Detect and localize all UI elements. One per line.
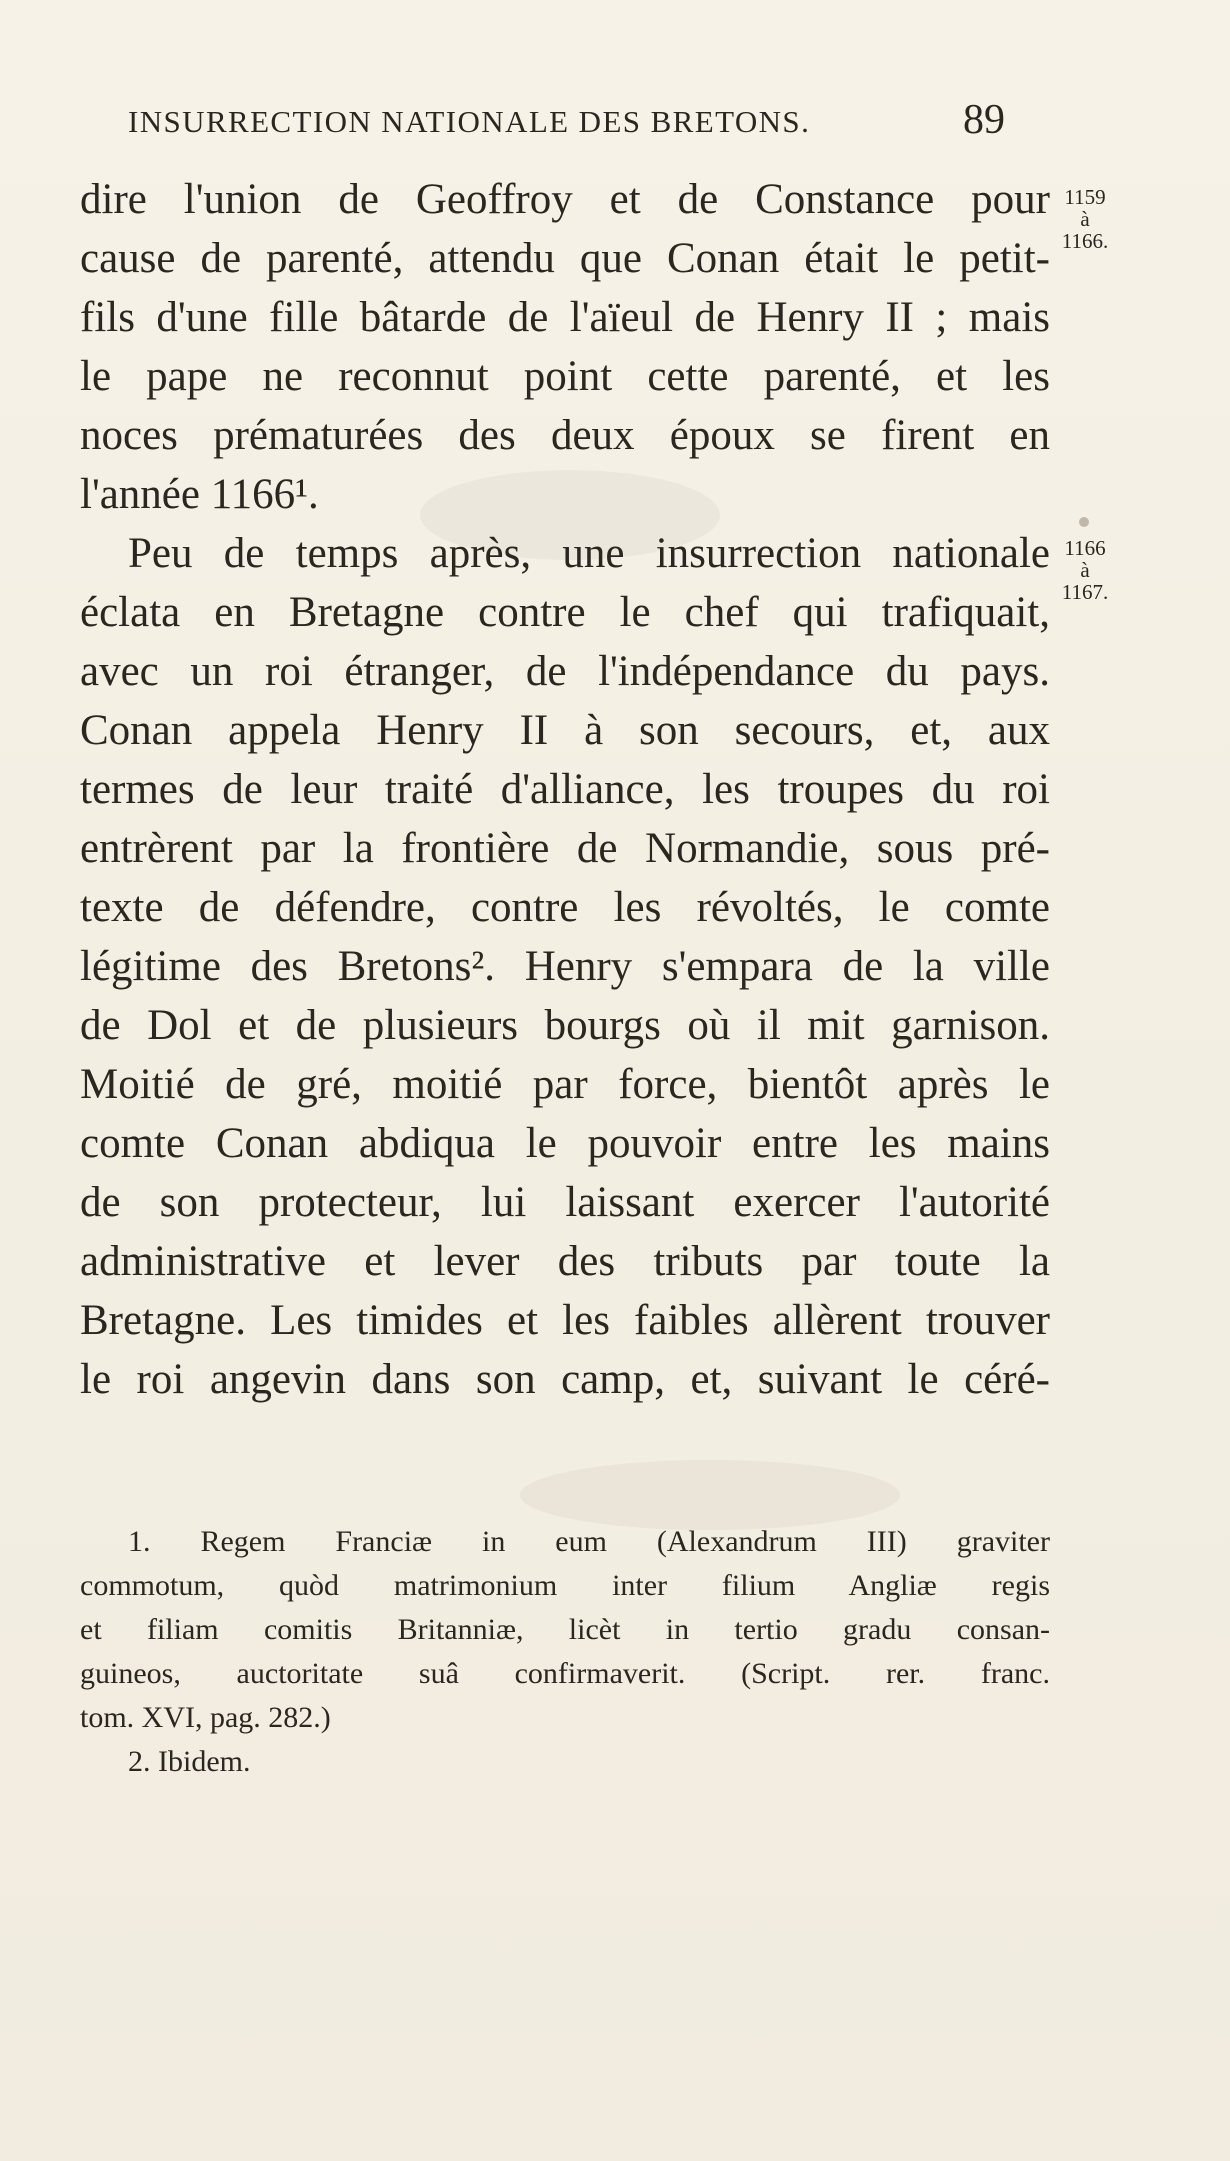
text-line: Conan appela Henry II à son secours, et, aux — [80, 707, 1050, 754]
text-line: texte de défendre, contre les révoltés, le comte — [80, 884, 1050, 931]
page-number: 89 — [963, 97, 1005, 143]
body-text — [80, 170, 1050, 1409]
footnote-line: et filiam comitis Britanniæ, licèt in tertio gradu consan- — [80, 1613, 1050, 1646]
text-line: fils d'une fille bâtarde de l'aïeul de Henry II ; mais — [80, 294, 1050, 341]
text-line: légitime des Bretons². Henry s'empara de la ville — [80, 943, 1050, 990]
text-line: Moitié de gré, moitié par force, bientôt après le — [80, 1061, 1050, 1108]
footnote-line: tom. XVI, pag. 282.) — [80, 1701, 331, 1734]
text-line: de Dol et de plusieurs bourgs où il mit garnison. — [80, 1002, 1050, 1049]
margin-note-line: à — [1080, 207, 1090, 231]
text-line: éclata en Bretagne contre le chef qui trafiquait, — [80, 589, 1050, 636]
text-line: le pape ne reconnut point cette parenté, et les — [80, 353, 1050, 400]
margin-note-line: 1166 — [1064, 536, 1106, 560]
text-line: termes de leur traité d'alliance, les troupes du roi — [80, 766, 1050, 813]
text-line: comte Conan abdiqua le pouvoir entre les mains — [80, 1120, 1050, 1167]
footnote-line: 1. Regem Franciæ in eum (Alexandrum III) graviter — [128, 1525, 1050, 1558]
text-line: Bretagne. Les timides et les faibles allèrent trouver — [80, 1297, 1050, 1344]
running-title: INSURRECTION NATIONALE DES BRETONS. — [128, 104, 811, 139]
text-line: Peu de temps après, une insurrection nationale — [128, 530, 1050, 577]
text-line: administrative et lever des tributs par toute la — [80, 1238, 1050, 1285]
margin-note-line: 1167. — [1061, 580, 1109, 604]
text-line: le roi angevin dans son camp, et, suivant le céré- — [80, 1356, 1050, 1403]
footnote-line: commotum, quòd matrimonium inter filium Angliæ regis — [80, 1569, 1050, 1602]
text-line: entrèrent par la frontière de Normandie, sous pré- — [80, 825, 1050, 872]
margin-note-line: 1159 — [1064, 185, 1106, 209]
text-line: l'année 1166¹. — [80, 471, 319, 518]
footnote-line: 2. Ibidem. — [128, 1745, 251, 1778]
margin-note-line: à — [1080, 558, 1090, 582]
margin-note-line: 1166. — [1061, 229, 1109, 253]
text-line: avec un roi étranger, de l'indépendance du pays. — [80, 648, 1050, 695]
footnote-line: guineos, auctoritate suâ confirmaverit. (Script. rer. franc. — [80, 1657, 1050, 1690]
text-line: noces prématurées des deux époux se firent en — [80, 412, 1050, 459]
text-line: dire l'union de Geoffroy et de Constance pour — [80, 176, 1050, 223]
footnotes — [80, 1520, 1050, 1784]
page-speck — [1079, 517, 1089, 527]
text-line: de son protecteur, lui laissant exercer l'autorité — [80, 1179, 1050, 1226]
text-line: cause de parenté, attendu que Conan était le petit- — [80, 235, 1050, 282]
